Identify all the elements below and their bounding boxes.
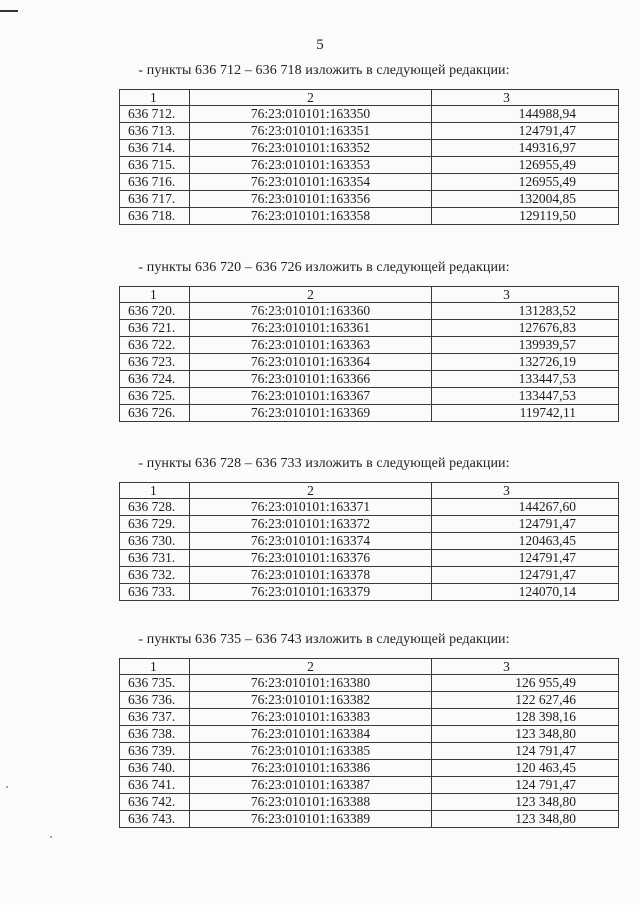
value-cell: 124791,47: [432, 550, 619, 567]
scan-corner-mark: [0, 10, 18, 12]
cadastral-number-cell: 76:23:010101:163350: [190, 106, 432, 123]
item-number-cell: 636 714.: [120, 140, 190, 157]
data-table: [119, 89, 619, 225]
section-heading: - пункты 636 735 – 636 743 изложить в следующей редакции:: [138, 632, 510, 647]
value-cell: 132726,19: [432, 354, 619, 371]
data-table: [119, 658, 619, 828]
column-header: 1: [120, 90, 190, 106]
value-cell: 122 627,46: [432, 692, 619, 709]
value-cell: 123 348,80: [432, 726, 619, 743]
value-cell: 126955,49: [432, 174, 619, 191]
table-row: [120, 337, 619, 354]
cadastral-number-cell: 76:23:010101:163388: [190, 794, 432, 811]
value-cell: 129119,50: [432, 208, 619, 225]
cadastral-number-cell: 76:23:010101:163363: [190, 337, 432, 354]
item-number-cell: 636 723.: [120, 354, 190, 371]
cadastral-number-cell: 76:23:010101:163378: [190, 567, 432, 584]
cadastral-number-cell: 76:23:010101:163383: [190, 709, 432, 726]
table-row: [120, 811, 619, 828]
table-row: [120, 709, 619, 726]
item-number-cell: 636 738.: [120, 726, 190, 743]
item-number-cell: 636 725.: [120, 388, 190, 405]
cadastral-number-cell: 76:23:010101:163352: [190, 140, 432, 157]
item-number-cell: 636 743.: [120, 811, 190, 828]
table-row: [120, 157, 619, 174]
table-row: [120, 584, 619, 601]
column-header: 1: [120, 483, 190, 499]
table-row: [120, 794, 619, 811]
section-4: [0, 631, 640, 828]
column-header: 3: [432, 287, 619, 303]
item-number-cell: 636 728.: [120, 499, 190, 516]
table-row: [120, 692, 619, 709]
table-row: [120, 550, 619, 567]
table-row: [120, 726, 619, 743]
value-cell: 124791,47: [432, 123, 619, 140]
section-1: [0, 62, 640, 225]
table-body: [120, 659, 619, 828]
cadastral-number-cell: 76:23:010101:163380: [190, 675, 432, 692]
value-cell: 124070,14: [432, 584, 619, 601]
value-cell: 120463,45: [432, 533, 619, 550]
value-cell: 124791,47: [432, 516, 619, 533]
cadastral-number-cell: 76:23:010101:163384: [190, 726, 432, 743]
item-number-cell: 636 712.: [120, 106, 190, 123]
value-cell: 123 348,80: [432, 811, 619, 828]
cadastral-number-cell: 76:23:010101:163386: [190, 760, 432, 777]
table-row: [120, 371, 619, 388]
cadastral-number-cell: 76:23:010101:163376: [190, 550, 432, 567]
cadastral-number-cell: 76:23:010101:163354: [190, 174, 432, 191]
table-header-row: [120, 483, 619, 499]
item-number-cell: 636 737.: [120, 709, 190, 726]
cadastral-number-cell: 76:23:010101:163361: [190, 320, 432, 337]
cadastral-number-cell: 76:23:010101:163351: [190, 123, 432, 140]
section-2: [0, 259, 640, 422]
scan-speck: [50, 836, 52, 838]
table-header-row: [120, 287, 619, 303]
item-number-cell: 636 724.: [120, 371, 190, 388]
table-body: [120, 483, 619, 601]
value-cell: 124791,47: [432, 567, 619, 584]
cadastral-number-cell: 76:23:010101:163374: [190, 533, 432, 550]
cadastral-number-cell: 76:23:010101:163372: [190, 516, 432, 533]
section-heading: - пункты 636 712 – 636 718 изложить в следующей редакции:: [138, 63, 510, 78]
value-cell: 120 463,45: [432, 760, 619, 777]
column-header: 2: [190, 287, 432, 303]
cadastral-number-cell: 76:23:010101:163358: [190, 208, 432, 225]
column-header: 1: [120, 287, 190, 303]
value-cell: 144988,94: [432, 106, 619, 123]
value-cell: 119742,11: [432, 405, 619, 422]
cadastral-number-cell: 76:23:010101:163353: [190, 157, 432, 174]
cadastral-number-cell: 76:23:010101:163364: [190, 354, 432, 371]
item-number-cell: 636 742.: [120, 794, 190, 811]
item-number-cell: 636 721.: [120, 320, 190, 337]
table-row: [120, 354, 619, 371]
table-row: [120, 140, 619, 157]
table-row: [120, 388, 619, 405]
cadastral-number-cell: 76:23:010101:163379: [190, 584, 432, 601]
table-row: [120, 174, 619, 191]
item-number-cell: 636 735.: [120, 675, 190, 692]
table-row: [120, 191, 619, 208]
table-row: [120, 208, 619, 225]
value-cell: 128 398,16: [432, 709, 619, 726]
cadastral-number-cell: 76:23:010101:163356: [190, 191, 432, 208]
item-number-cell: 636 740.: [120, 760, 190, 777]
value-cell: 126 955,49: [432, 675, 619, 692]
item-number-cell: 636 736.: [120, 692, 190, 709]
value-cell: 127676,83: [432, 320, 619, 337]
item-number-cell: 636 730.: [120, 533, 190, 550]
item-number-cell: 636 732.: [120, 567, 190, 584]
column-header: 2: [190, 659, 432, 675]
item-number-cell: 636 733.: [120, 584, 190, 601]
table-row: [120, 516, 619, 533]
table-body: [120, 287, 619, 422]
table-row: [120, 123, 619, 140]
page-number: 5: [316, 37, 324, 53]
item-number-cell: 636 713.: [120, 123, 190, 140]
cadastral-number-cell: 76:23:010101:163369: [190, 405, 432, 422]
cadastral-number-cell: 76:23:010101:163382: [190, 692, 432, 709]
section-heading: - пункты 636 720 – 636 726 изложить в следующей редакции:: [138, 260, 510, 275]
column-header: 3: [432, 659, 619, 675]
section-3: [0, 455, 640, 601]
cadastral-number-cell: 76:23:010101:163367: [190, 388, 432, 405]
value-cell: 144267,60: [432, 499, 619, 516]
cadastral-number-cell: 76:23:010101:163371: [190, 499, 432, 516]
item-number-cell: 636 729.: [120, 516, 190, 533]
item-number-cell: 636 718.: [120, 208, 190, 225]
table-row: [120, 320, 619, 337]
item-number-cell: 636 720.: [120, 303, 190, 320]
table-row: [120, 499, 619, 516]
value-cell: 124 791,47: [432, 743, 619, 760]
column-header: 3: [432, 483, 619, 499]
item-number-cell: 636 726.: [120, 405, 190, 422]
data-table: [119, 482, 619, 601]
item-number-cell: 636 716.: [120, 174, 190, 191]
value-cell: 132004,85: [432, 191, 619, 208]
table-row: [120, 303, 619, 320]
value-cell: 126955,49: [432, 157, 619, 174]
table-row: [120, 106, 619, 123]
table-row: [120, 533, 619, 550]
value-cell: 124 791,47: [432, 777, 619, 794]
table-row: [120, 675, 619, 692]
cadastral-number-cell: 76:23:010101:163389: [190, 811, 432, 828]
table-row: [120, 777, 619, 794]
item-number-cell: 636 722.: [120, 337, 190, 354]
cadastral-number-cell: 76:23:010101:163385: [190, 743, 432, 760]
column-header: 1: [120, 659, 190, 675]
item-number-cell: 636 717.: [120, 191, 190, 208]
item-number-cell: 636 739.: [120, 743, 190, 760]
table-header-row: [120, 659, 619, 675]
table-row: [120, 405, 619, 422]
column-header: 2: [190, 90, 432, 106]
table-body: [120, 90, 619, 225]
cadastral-number-cell: 76:23:010101:163366: [190, 371, 432, 388]
table-row: [120, 743, 619, 760]
item-number-cell: 636 715.: [120, 157, 190, 174]
value-cell: 131283,52: [432, 303, 619, 320]
column-header: 3: [432, 90, 619, 106]
section-heading: - пункты 636 728 – 636 733 изложить в следующей редакции:: [138, 456, 510, 471]
cadastral-number-cell: 76:23:010101:163387: [190, 777, 432, 794]
table-header-row: [120, 90, 619, 106]
table-row: [120, 567, 619, 584]
value-cell: 133447,53: [432, 371, 619, 388]
value-cell: 149316,97: [432, 140, 619, 157]
value-cell: 133447,53: [432, 388, 619, 405]
item-number-cell: 636 731.: [120, 550, 190, 567]
table-row: [120, 760, 619, 777]
cadastral-number-cell: 76:23:010101:163360: [190, 303, 432, 320]
column-header: 2: [190, 483, 432, 499]
value-cell: 123 348,80: [432, 794, 619, 811]
value-cell: 139939,57: [432, 337, 619, 354]
data-table: [119, 286, 619, 422]
item-number-cell: 636 741.: [120, 777, 190, 794]
